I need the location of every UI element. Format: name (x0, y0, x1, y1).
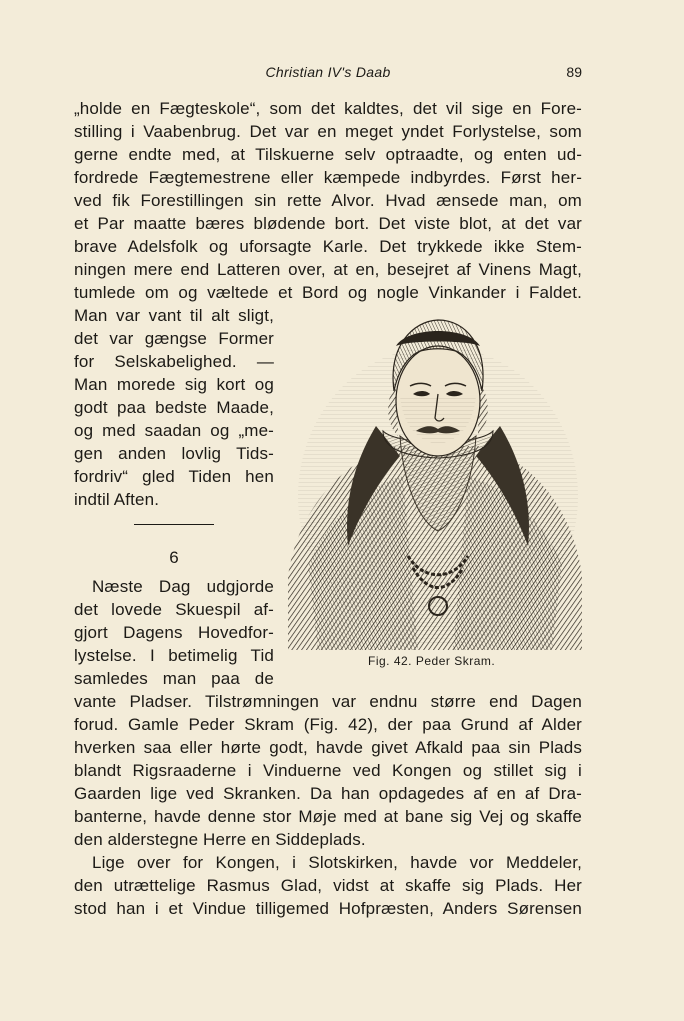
text-line: Næste Dag udgjorde (92, 577, 274, 596)
text-line: og med saadan og „me- (74, 421, 274, 440)
text-line: Gaarden lige ved Skranken. Da han opdagedes af en af Dra- (74, 784, 582, 803)
text-line: indtil Aften. (74, 490, 160, 509)
text-line: for Selskabelighed. — (74, 352, 274, 371)
text-line: den utrættelige Rasmus Glad, vidst at skaffe sig Plads. Her (74, 876, 582, 895)
text-line: fordrede Fægtemestrene eller kæmpede indbyrdes. Først her- (74, 168, 582, 187)
text-line: samledes man paa de (74, 669, 274, 688)
text-line: et Par maatte bæres blødende bort. Det viste blot, at det var (74, 214, 582, 233)
text-line: ved fik Forestillingen sin rette Alvor. Hvad ænsede man, om (74, 191, 582, 210)
text-line: tumlede om og væltede et Bord og nogle Vinkander i Faldet. (74, 283, 582, 302)
text-line: det lovede Skuespil af- (74, 600, 274, 619)
portrait-engraving (288, 306, 582, 650)
text-line: fordriv“ gled Tiden hen (74, 467, 274, 486)
text-line: Man morede sig kort og (74, 375, 274, 394)
text-line: gerne endte med, at Tilskuerne selv optraadte, og enten ud- (74, 145, 582, 164)
text-line: hverken saa eller hørte godt, havde givet Afkald paa sin Plads (74, 738, 582, 757)
text-line: gen anden lovlig Tids- (74, 444, 274, 463)
text-line: det var gængse Former (74, 329, 274, 348)
text-line: forud. Gamle Peder Skram (Fig. 42), der paa Grund af Alder (74, 715, 582, 734)
text-line: vante Pladser. Tilstrømningen var endnu større end Dagen (74, 692, 582, 711)
text-line: banterne, havde denne stor Møje med at bane sig Vej og skaffe (74, 807, 582, 826)
page-number: 89 (566, 64, 582, 80)
paragraph-top (74, 97, 582, 304)
section-divider (134, 524, 214, 525)
text-line: blandt Rigsraaderne i Vinduerne ved Kongen og stillet sig i (74, 761, 582, 780)
portrait-figure (288, 306, 582, 650)
running-title: Christian IV's Daab (265, 64, 391, 80)
text-line: ningen mere end Latteren over, at en, besejret af Vinens Magt, (74, 260, 582, 279)
text-line: stilling i Vaabenbrug. Det var en meget yndet Forlystelse, som (74, 122, 582, 141)
section-paragraph-continued (74, 690, 582, 920)
figure-caption: Fig. 42. Peder Skram. (368, 654, 496, 668)
text-line: lystelse. I betimelig Tid (74, 646, 274, 665)
text-line: godt paa bedste Maade, (74, 398, 274, 417)
text-line: brave Adelsfolk og uforsagte Karle. Det trykkede ikke Stem- (74, 237, 582, 256)
running-head (74, 64, 582, 84)
text-line: den alderstegne Herre en Siddeplads. (74, 830, 366, 849)
section-paragraph-wrapped (74, 575, 274, 690)
text-line: stod han i et Vindue tilligemed Hofpræsten, Anders Sørensen (74, 899, 582, 918)
text-line: gjort Dagens Hovedfor- (74, 623, 274, 642)
text-line: Lige over for Kongen, i Slotskirken, havde vor Meddeler, (92, 853, 582, 872)
text-line: „holde en Fægteskole“, som det kaldtes, det vil sige en Fore- (74, 99, 582, 118)
paragraph-wrapped (74, 304, 274, 511)
section-number: 6 (169, 548, 179, 567)
text-line: Man var vant til alt sligt, (74, 306, 274, 325)
